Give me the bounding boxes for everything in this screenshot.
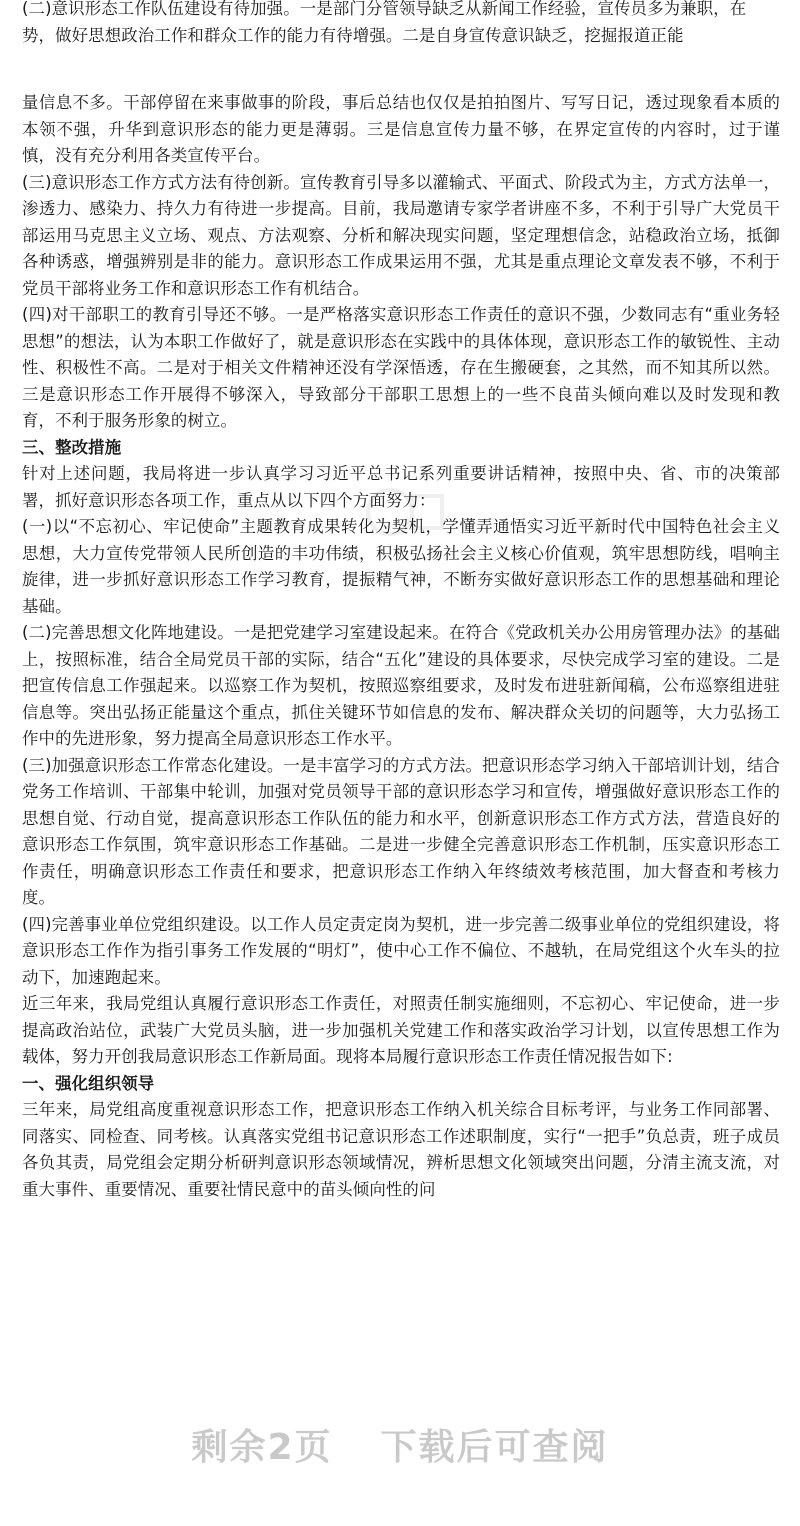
paragraph: (一)以“不忘初心、牢记使命”主题教育成果转化为契机，学懂弄通悟实习近平新时代中国特色社会主义思想，大力宣传党带领人民所创造的丰功伟绩，积极弘扬社会主义核心价值观，筑牢思想防线，唱响主旋律，进一步抓好意识形态工作学习教育，提振精气神，不断夯实做好意识形态工作的思想基础和理论基础。	[22, 517, 780, 616]
paragraph: (三)意识形态工作方式方法有待创新。宣传教育引导多以灌输式、平面式、阶段式为主，方式方法单一，渗透力、感染力、持久力有待进一步提高。目前，我局邀请专家学者讲座不多，不利于引导广大党员干部运用马克思主义立场、观点、方法观察、分析和解决现实问题，坚定理想信念，站稳政治立场，抵御各种诱惑，增强辨别是非的能力。意识形态工作成果运用不强，尤其是重点理论文章发表不够，不利于党员干部将业务工作和意识形态工作有机结合。	[22, 172, 780, 298]
download-to-view-label: 下载后可查阅	[380, 1427, 609, 1468]
cut-off-line: (二)意识形态工作队伍建设有待加强。一是部门分管领导缺乏从新闻工作经验，宣传员多为兼职，在	[22, 0, 747, 18]
paragraph: 量信息不多。干部停留在来事做事的阶段，事后总结也仅仅是拍拍图片、写写日记，透过现象看本质的本领不强，升华到意识形态的能力更是薄弱。三是信息宣传力量不够，在界定宣传的内容时，过于谨慎，没有充分利用各类宣传平台。	[22, 93, 780, 165]
cut-off-paragraph	[22, 0, 780, 49]
paragraph: 近三年来，我局党组认真履行意识形态工作责任，对照责任制实施细则，不忘初心、牢记使命，进一步提高政治站位，武装广大党员头脑，进一步加强机关党建工作和落实政治学习计划，以宣传思想工作为载体，努力开创我局意识形态工作新局面。现将本局履行意识形态工作责任情况报告如下:	[22, 994, 780, 1066]
paragraph: (四)对干部职工的教育引导还不够。一是严格落实意识形态工作责任的意识不强，少数同志有“重业务轻思想”的想法，认为本职工作做好了，就是意识形态在实践中的具体体现，意识形态工作的敏锐性、主动性、积极性不高。二是对于相关文件精神还没有学深悟透，存在生搬硬套，之其然，而不知其所以然。三是意识形态工作开展得不够深入，导致部分干部职工思想上的一些不良苗头倾向难以及时发现和教育，不利于服务形象的树立。	[22, 305, 780, 430]
paywall-banner[interactable]	[0, 1418, 800, 1478]
paragraph: (二)完善思想文化阵地建设。一是把党建学习室建设起来。在符合《党政机关办公用房管理办法》的基础上，按照标准，结合全局党员干部的实际，结合“五化”建设的具体要求，尽快完成学习室的建设。二是把宣传信息工作强起来。以巡察工作为契机，按照巡察组要求，及时发布进驻新闻稿，公布巡察组进驻信息等。突出弘扬正能量这个重点，抓住关键环节如信息的发布、解决群众关切的问题等，大力弘扬工作中的先进形象，努力提高全局意识形态工作水平。	[22, 623, 780, 748]
cut-off-line: 势，做好思想政治工作和群众工作的能力有待增强。二是自身宣传意识缺乏，挖掘报道正能	[22, 25, 684, 45]
document-body	[22, 90, 780, 1203]
section-heading: 一、强化组织领导	[22, 1073, 155, 1093]
section-heading: 三、整改措施	[22, 437, 122, 457]
paragraph: (四)完善事业单位党组织建设。以工作人员定责定岗为契机，进一步完善二级事业单位的党组织建设，将意识形态工作作为指引事务工作发展的“明灯”，使中心工作不偏位、不越轨，在局党组这个火车头的拉动下，加速跑起来。	[22, 914, 780, 987]
remaining-pages-label: 剩余2页	[191, 1427, 333, 1468]
paragraph: 针对上述问题，我局将进一步认真学习习近平总书记系列重要讲话精神，按照中央、省、市的决策部署，抓好意识形态各项工作，重点从以下四个方面努力：	[22, 464, 780, 510]
paragraph: (三)加强意识形态工作常态化建设。一是丰富学习的方式方法。把意识形态学习纳入干部培训计划，结合党务工作培训、干部集中轮训，加强对党员领导干部的意识形态学习和宣传，增强做好意识形态工作的思想自觉、行动自觉，提高意识形态工作队伍的能力和水平，创新意识形态工作方式方法，营造良好的意识形态工作氛围，筑牢意识形态工作基础。二是进一步健全完善意识形态工作机制，压实意识形态工作责任，明确意识形态工作责任和要求，把意识形态工作纳入年终绩效考核范围，加大督查和考核力度。	[22, 755, 780, 907]
paragraph: 三年来，局党组高度重视意识形态工作，把意识形态工作纳入机关综合目标考评，与业务工作同部署、同落实、同检查、同考核。认真落实党组书记意识形态工作述职制度，实行“一把手”负总责，班子成员各负其责，局党组会定期分析研判意识形态领域情况，辨析思想文化领域突出问题，分清主流支流，对重大事件、重要情况、重要社情民意中的苗头倾向性的问	[22, 1100, 780, 1199]
